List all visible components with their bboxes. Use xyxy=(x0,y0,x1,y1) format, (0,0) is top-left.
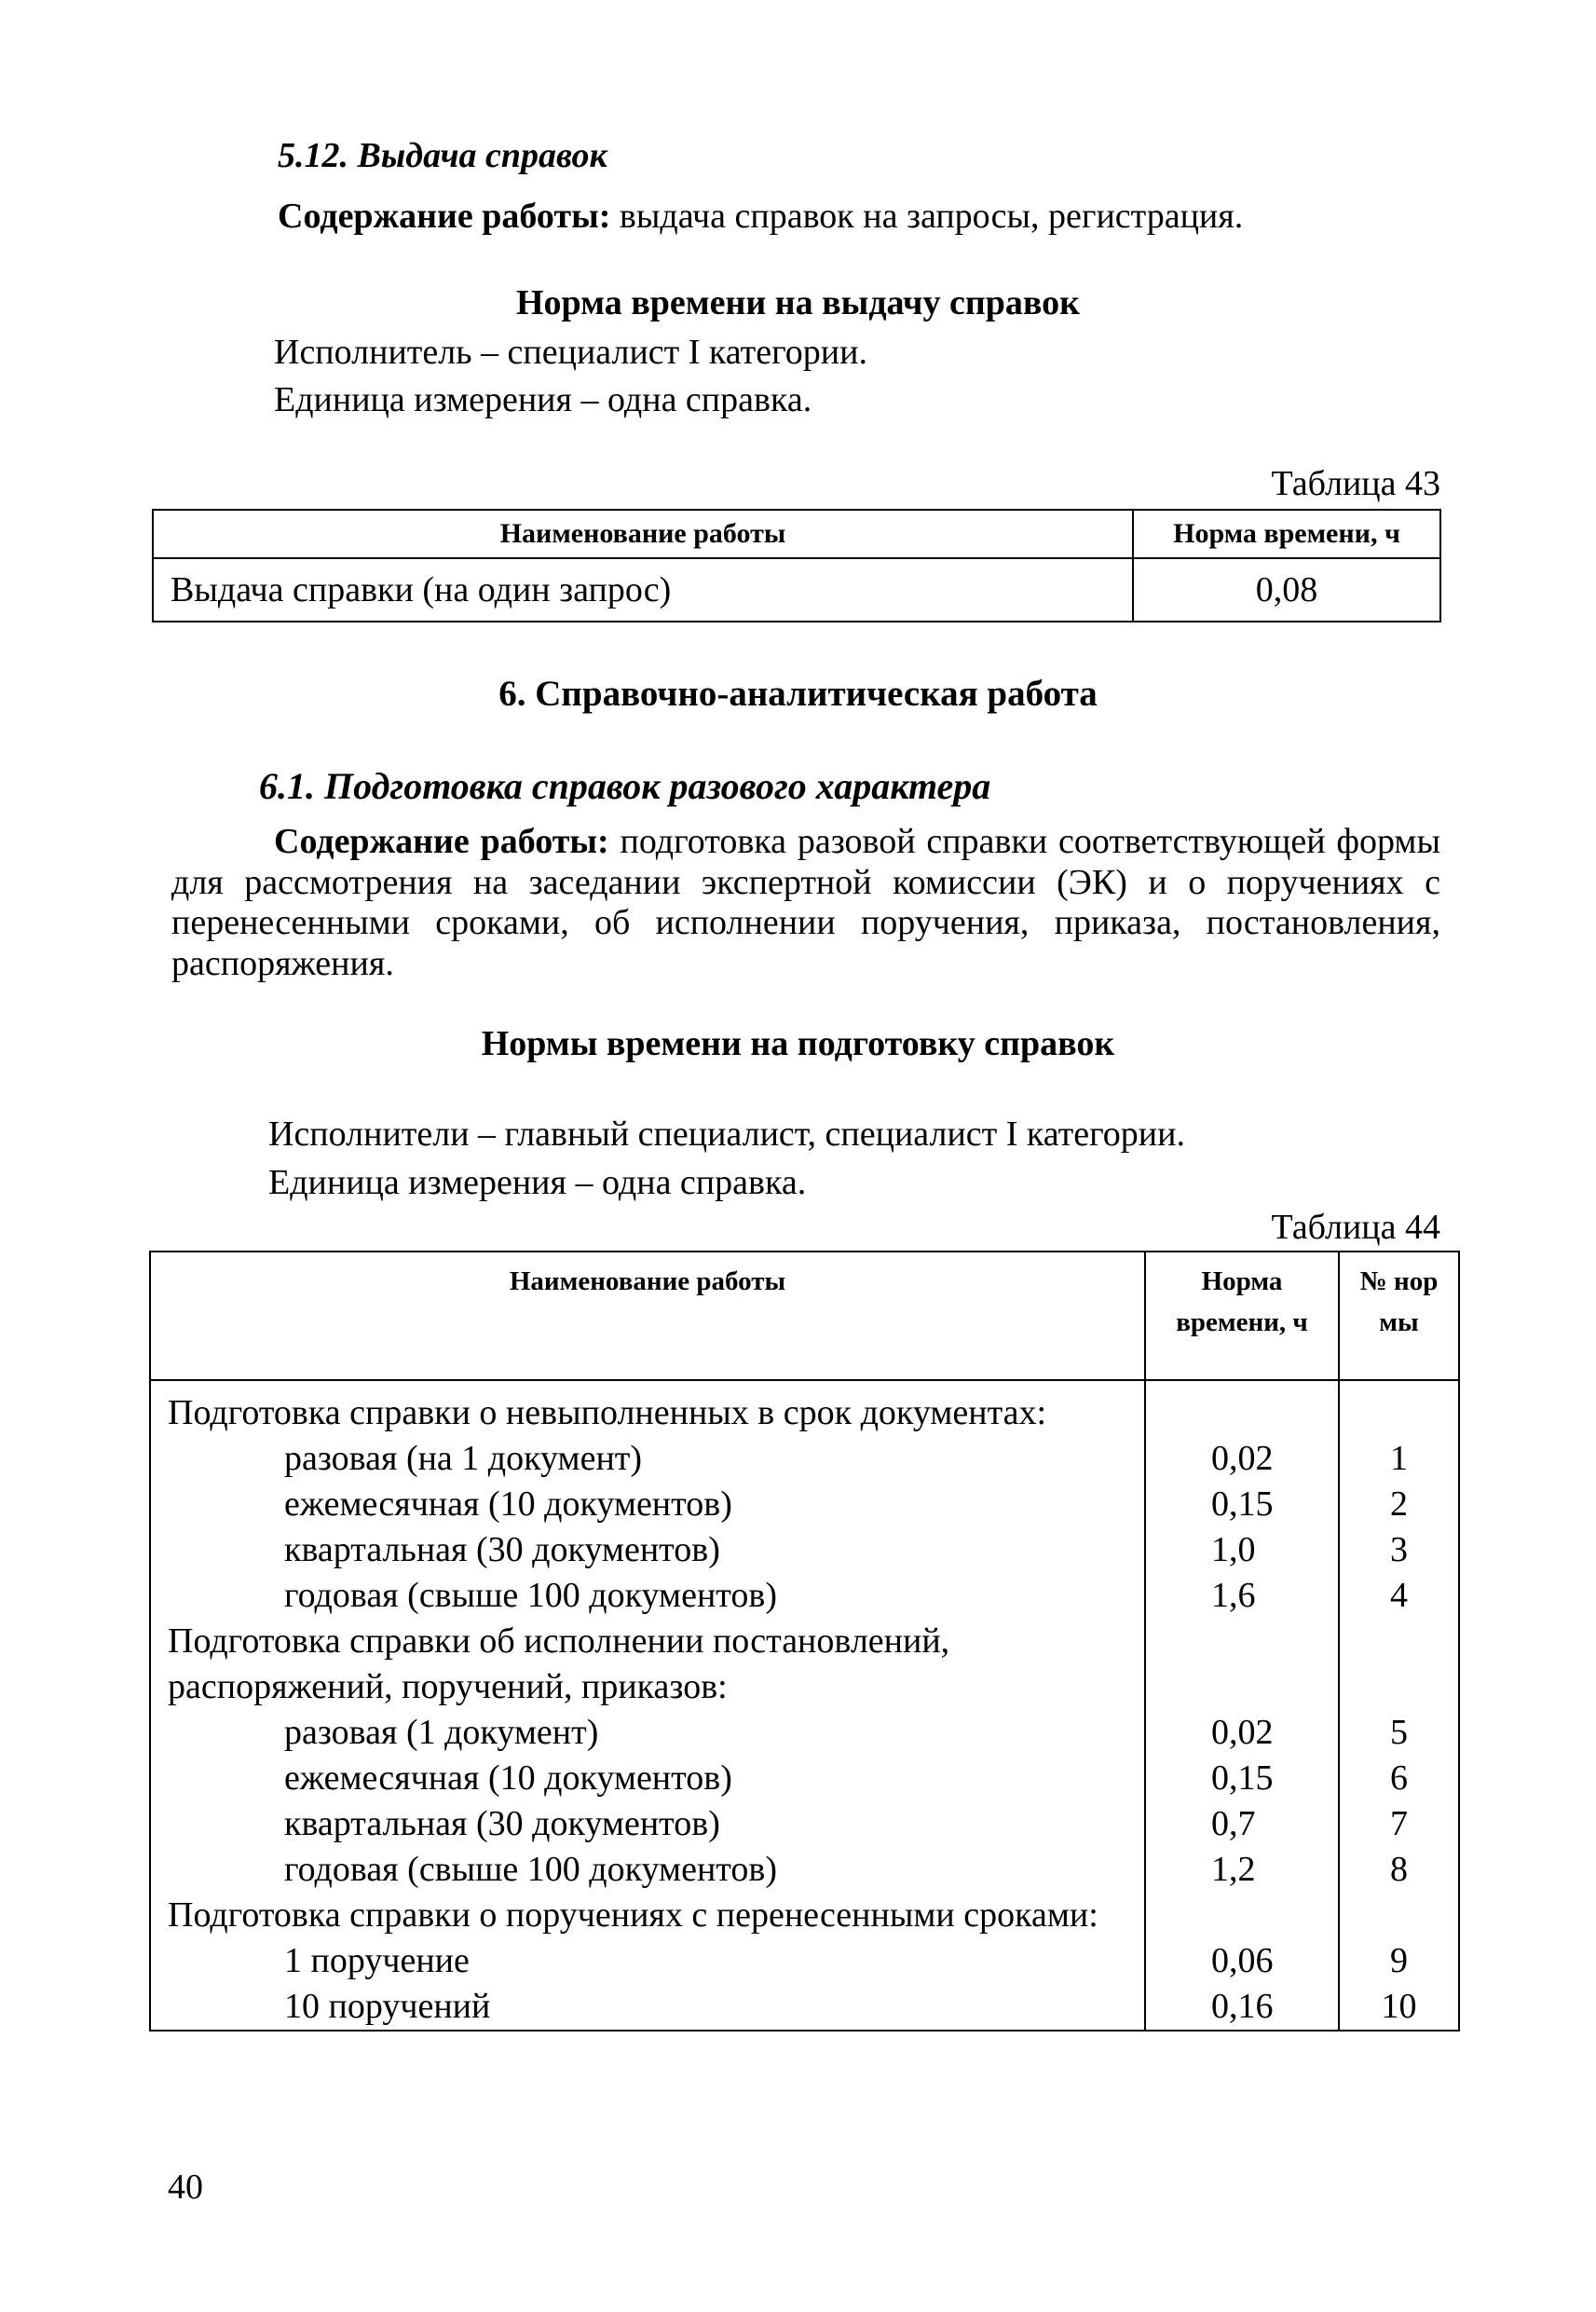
row-name: квартальная (30 документов) xyxy=(150,1527,1145,1573)
norm-header-line1: Норма xyxy=(1201,1266,1283,1296)
content-label: Содержание работы: xyxy=(274,822,609,861)
row-number: 3 xyxy=(1339,1527,1459,1573)
row-number xyxy=(1339,1619,1459,1710)
table-row xyxy=(150,1527,1459,1573)
row-name: Подготовка справки о поручениях с перенесенными сроками: xyxy=(150,1893,1145,1938)
table43-heading: Норма времени на выдачу справок xyxy=(515,283,1081,322)
table43-unit: Единица измерения – одна справка. xyxy=(274,380,812,419)
table-header-row xyxy=(153,510,1440,558)
row-norm: 0,16 xyxy=(1145,1984,1339,2031)
row-name: 1 поручение xyxy=(150,1938,1145,1984)
section-5-12-title: 5.12. Выдача справок xyxy=(278,136,607,175)
row-name: ежемесячная (10 документов) xyxy=(150,1756,1145,1801)
section-6-1-paragraph xyxy=(171,822,1440,985)
row-number: 10 xyxy=(1339,1984,1459,2031)
column-header-norm xyxy=(1145,1252,1339,1380)
number-header-line1: № нор xyxy=(1359,1266,1439,1296)
table-44 xyxy=(149,1251,1460,2032)
section-6-title: 6. Справочно-аналитическая работа xyxy=(498,674,1098,714)
row-number xyxy=(1339,1893,1459,1938)
section-5-12-content xyxy=(278,196,1243,239)
row-norm: 1,2 xyxy=(1145,1847,1339,1893)
table-row xyxy=(150,1893,1459,1938)
row-norm: 0,15 xyxy=(1145,1482,1339,1527)
row-norm xyxy=(1145,1893,1339,1938)
table-header-row xyxy=(150,1252,1459,1380)
row-name: квартальная (30 документов) xyxy=(150,1801,1145,1847)
row-norm: 0,15 xyxy=(1145,1756,1339,1801)
number-header-line2: мы xyxy=(1379,1306,1419,1337)
table-row xyxy=(150,1938,1459,1984)
row-name: годовая (свыше 100 документов) xyxy=(150,1573,1145,1619)
content-text: выдача справок на запросы, регистрация. xyxy=(610,197,1244,236)
row-norm xyxy=(1145,1380,1339,1436)
table-row xyxy=(150,1847,1459,1893)
table43-executor: Исполнитель – специалист I категории. xyxy=(274,333,867,372)
row-number: 2 xyxy=(1339,1482,1459,1527)
row-norm: 0,7 xyxy=(1145,1801,1339,1847)
table44-label: Таблица 44 xyxy=(1271,1208,1440,1247)
row-number xyxy=(1339,1380,1459,1436)
column-header-norm: Норма времени, ч xyxy=(1133,510,1440,558)
row-norm xyxy=(1145,1619,1339,1710)
row-number: 6 xyxy=(1339,1756,1459,1801)
table-row xyxy=(150,1380,1459,1436)
table-43 xyxy=(152,509,1441,622)
table-row xyxy=(150,1756,1459,1801)
row-name: Выдача справки (на один запрос) xyxy=(153,558,1133,622)
row-norm: 0,02 xyxy=(1145,1436,1339,1482)
content-text: подготовка разовой справки соответствующей формы для рассмотрения на заседании экспертной комиссии (ЭК) и о поручениях с перенесенными сроками, об исполнении поручения, приказа, постановления, распоряжения. xyxy=(171,822,1440,984)
row-number: 5 xyxy=(1339,1710,1459,1756)
page-number: 40 xyxy=(168,2168,203,2207)
row-norm: 1,0 xyxy=(1145,1527,1339,1573)
table-row xyxy=(150,1436,1459,1482)
section-6-1-content xyxy=(171,822,1440,985)
column-header-name: Наименование работы xyxy=(150,1252,1145,1380)
row-name: Подготовка справки об исполнении постановлений, распоряжений, поручений, приказов: xyxy=(150,1619,1145,1710)
table-row xyxy=(150,1984,1459,2031)
row-number: 4 xyxy=(1339,1573,1459,1619)
column-header-name: Наименование работы xyxy=(153,510,1133,558)
norm-header-line2: времени, ч xyxy=(1176,1306,1308,1337)
row-name: годовая (свыше 100 документов) xyxy=(150,1847,1145,1893)
row-norm: 1,6 xyxy=(1145,1573,1339,1619)
table-row xyxy=(150,1710,1459,1756)
row-number: 7 xyxy=(1339,1801,1459,1847)
row-name: Подготовка справки о невыполненных в срок документах: xyxy=(150,1380,1145,1436)
row-number: 8 xyxy=(1339,1847,1459,1893)
row-norm: 0,06 xyxy=(1145,1938,1339,1984)
row-norm: 0,02 xyxy=(1145,1710,1339,1756)
row-number: 9 xyxy=(1339,1938,1459,1984)
column-header-number xyxy=(1339,1252,1459,1380)
table-row xyxy=(150,1482,1459,1527)
row-name: разовая (1 документ) xyxy=(150,1710,1145,1756)
row-name: 10 поручений xyxy=(150,1984,1145,2031)
table44-unit: Единица измерения – одна справка. xyxy=(268,1163,807,1202)
table-row xyxy=(150,1619,1459,1710)
row-name: разовая (на 1 документ) xyxy=(150,1436,1145,1482)
table-row xyxy=(150,1801,1459,1847)
row-name: ежемесячная (10 документов) xyxy=(150,1482,1145,1527)
table-row xyxy=(150,1573,1459,1619)
section-6-1-title: 6.1. Подготовка справок разового характера xyxy=(259,765,991,807)
content-label: Содержание работы: xyxy=(278,197,611,236)
table44-executors: Исполнители – главный специалист, специалист I категории. xyxy=(268,1115,1185,1154)
row-number: 1 xyxy=(1339,1436,1459,1482)
table44-heading: Нормы времени на подготовку справок xyxy=(481,1024,1115,1063)
table-row xyxy=(153,558,1440,622)
table43-label: Таблица 43 xyxy=(1271,464,1440,503)
row-norm: 0,08 xyxy=(1133,558,1440,622)
